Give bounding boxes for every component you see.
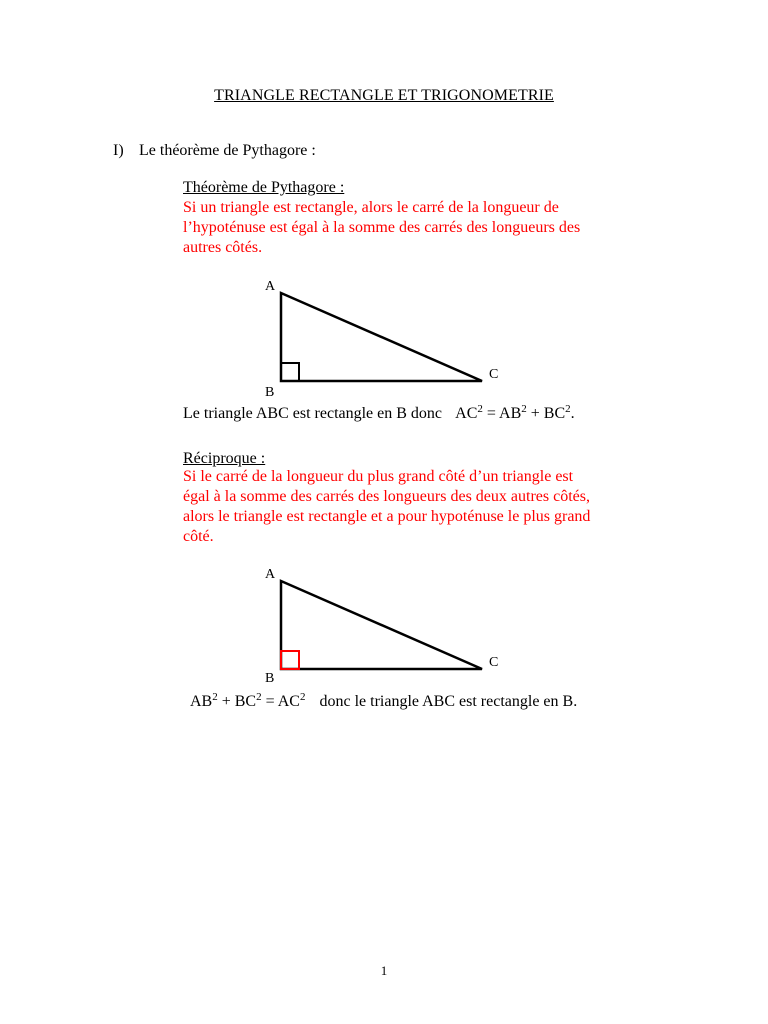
section-heading	[113, 142, 316, 160]
triangle-figure-1	[260, 275, 520, 405]
theorem-heading: Théorème de Pythagore :	[183, 179, 345, 196]
triangle-abc	[281, 293, 482, 381]
reciprocal-line: Si le carré de la longueur du plus grand côté d’un triangle est	[183, 468, 574, 485]
reciprocal-heading: Réciproque :	[183, 450, 266, 467]
vertex-label-a: A	[265, 279, 276, 294]
vertex-label-b: B	[265, 385, 275, 400]
triangle-abc	[281, 581, 482, 669]
reciprocal-formula: $AB^2 + BC^2 = AC^2$	[190, 691, 306, 710]
pythagoras-formula: $AC^2 = AB^2 + BC^2$.	[455, 403, 575, 422]
triangle-diagram-1	[260, 275, 520, 405]
reciprocal-line: égal à la somme des carrés des longueurs des deux autres côtés,	[183, 488, 590, 505]
reciprocal-line: alors le triangle est rectangle et a pour hypoténuse le plus grand	[183, 508, 591, 525]
section-number: I)	[113, 142, 124, 159]
statement-2	[190, 693, 577, 711]
right-angle-mark	[281, 363, 299, 381]
vertex-label-a: A	[265, 567, 276, 582]
theorem-statement	[183, 198, 653, 258]
vertex-label-c: C	[489, 367, 499, 382]
triangle-diagram-2	[260, 562, 520, 692]
page-number: 1	[380, 963, 388, 978]
theorem-line: Si un triangle est rectangle, alors le carré de la longueur de	[183, 199, 559, 216]
theorem-line: autres côtés.	[183, 239, 263, 256]
statement-1-text: Le triangle ABC est rectangle en B donc	[183, 405, 443, 422]
reciprocal-line: côté.	[183, 528, 214, 545]
theorem-line: l’hypoténuse est égal à la somme des carrés des longueurs des	[183, 219, 581, 236]
vertex-label-c: C	[489, 655, 499, 670]
vertex-label-b: B	[265, 671, 275, 686]
statement-1	[183, 405, 575, 423]
statement-2-text: donc le triangle ABC est rectangle en B.	[319, 693, 578, 710]
reciprocal-statement	[183, 467, 673, 547]
triangle-figure-2	[260, 562, 520, 692]
document-title: TRIANGLE RECTANGLE ET TRIGONOMETRIE	[214, 87, 554, 104]
section-label: Le théorème de Pythagore :	[139, 142, 316, 159]
right-angle-mark	[281, 651, 299, 669]
